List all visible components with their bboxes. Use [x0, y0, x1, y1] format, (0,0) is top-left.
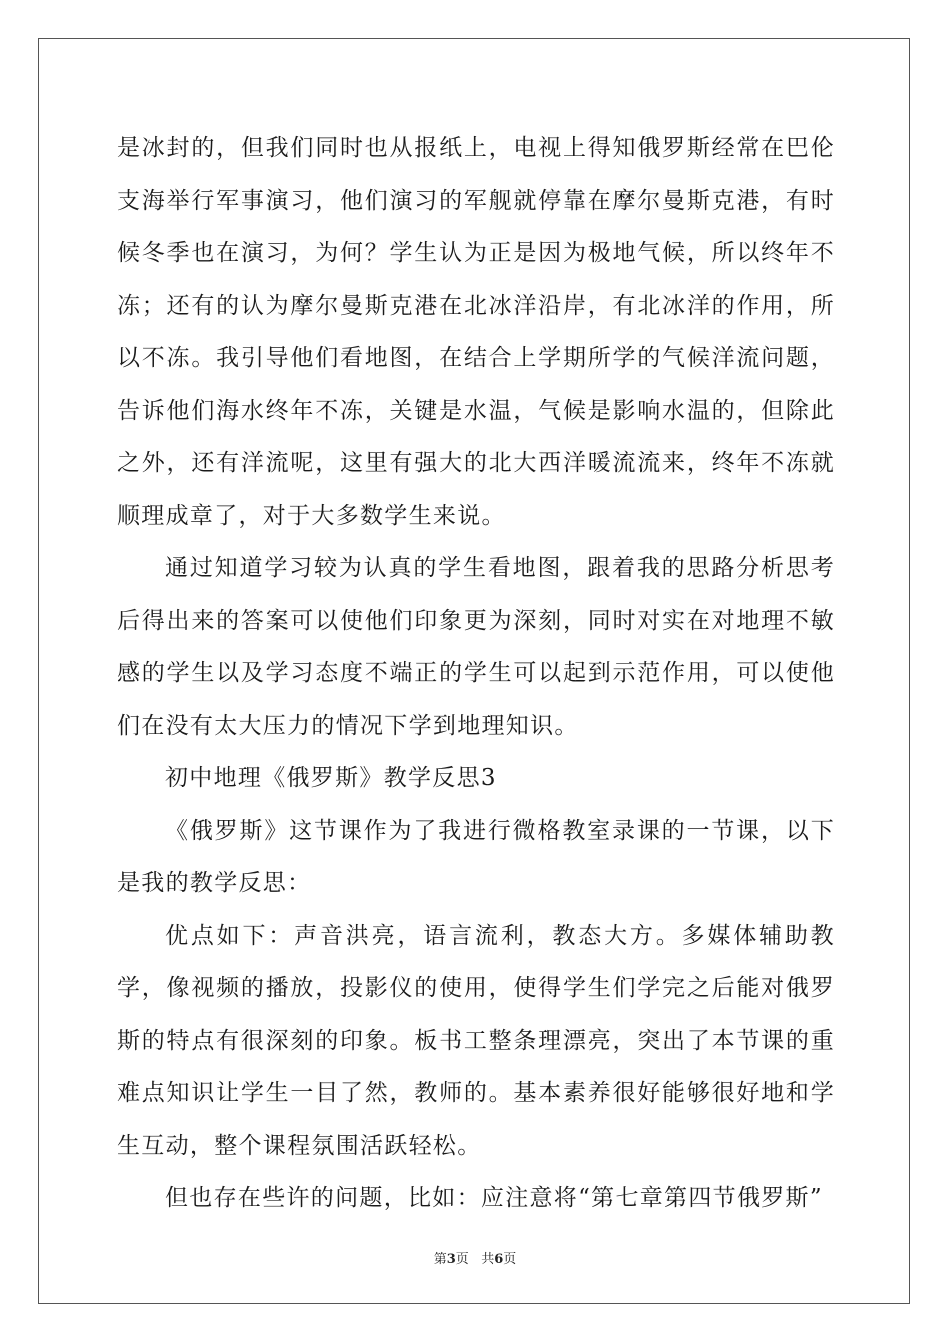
total-prefix: 共 — [481, 1252, 495, 1267]
paragraph-5: 但也存在些许的问题，比如：应注意将“第七章第四节俄罗斯” — [165, 1185, 823, 1211]
page-prefix: 第 — [433, 1252, 447, 1267]
paragraph-1: 是冰封的，但我们同时也从报纸上，电视上得知俄罗斯经常在巴伦支海举行军事演习，他们演习的军舰就停靠在摩尔曼斯克港，有时候冬季也在演习，为何？学生认为正是因为极地气候，所以终年不冻；还有的认为摩尔曼斯克港在北冰洋沿岸，有北冰洋的作用，所以不冻。我引导他们看地图，在结合上学期所学的气候洋流问题，告诉他们海水终年不冻，关键是水温，气候是影响水温的，但除此之外，还有洋流呢，这里有强大的北大西洋暖流流来，终年不冻就顺理成章了，对于大多数学生来说。 — [117, 135, 835, 529]
paragraph-4: 优点如下：声音洪亮，语言流利，教态大方。多媒体辅助教学，像视频的播放，投影仪的使用，使得学生们学完之后能对俄罗斯的特点有很深刻的印象。板书工整条理漂亮，突出了本节课的重难点知识让学生一目了然，教师的。基本素养很好能够很好地和学生互动，整个课程氛围活跃轻松。 — [117, 922, 835, 1159]
paragraph-2: 通过知道学习较为认真的学生看地图，跟着我的思路分析思考后得出来的答案可以使他们印象更为深刻，同时对实在对地理不敏感的学生以及学习态度不端正的学生可以起到示范作用，可以使他们在没有太大压力的情况下学到地理知识。 — [117, 555, 835, 739]
page-footer — [0, 1248, 950, 1267]
paragraph-3: 《俄罗斯》这节课作为了我进行微格教室录课的一节课，以下是我的教学反思： — [117, 817, 835, 896]
page-suffix: 页 — [455, 1252, 469, 1267]
total-pages: 6 — [494, 1252, 504, 1267]
total-suffix: 页 — [503, 1252, 517, 1267]
page-number: 3 — [446, 1252, 456, 1267]
section-heading: 初中地理《俄罗斯》教学反思3 — [165, 765, 497, 791]
document-body — [117, 122, 835, 1225]
